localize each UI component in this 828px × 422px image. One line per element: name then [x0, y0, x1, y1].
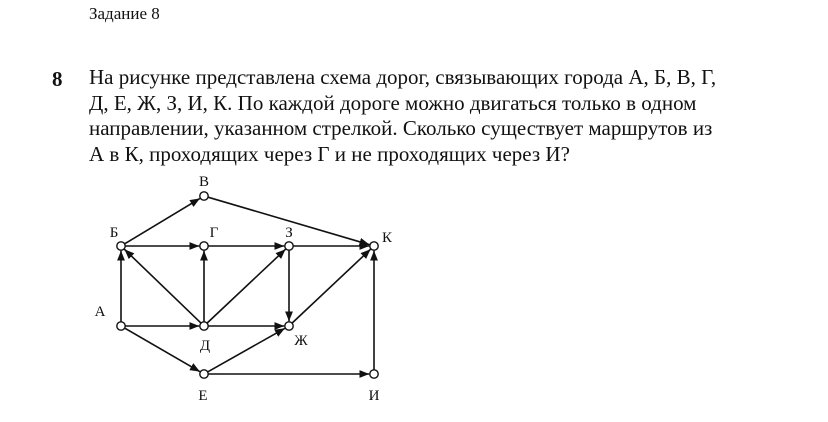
road-edge-A-E	[125, 328, 200, 372]
road-edge-Zh-K	[292, 249, 371, 323]
city-node-D	[200, 322, 208, 330]
city-label-D: Д	[199, 338, 211, 354]
question-number: 8	[52, 67, 63, 91]
road-edge-B-V	[125, 198, 200, 243]
city-label-B: Б	[109, 225, 119, 241]
city-node-B	[117, 242, 125, 250]
city-label-Z: З	[285, 225, 293, 241]
city-label-G: Г	[209, 225, 219, 241]
road-edge-D-B	[124, 249, 201, 323]
city-node-I	[370, 370, 378, 378]
question-line: А в К, проходящих через Г и не проходящих через И?	[89, 141, 570, 166]
city-label-A: А	[94, 304, 106, 320]
city-label-V: В	[198, 174, 210, 190]
question-line: На рисунке представлена схема дорог, связывающих города А, Б, В, Г,	[89, 65, 717, 89]
task-header: Задание 8	[89, 4, 160, 23]
city-label-I: И	[368, 388, 380, 404]
road-edge-E-Zh	[208, 328, 285, 372]
city-node-K	[370, 242, 378, 250]
city-node-A	[117, 322, 125, 330]
question-line: направлении, указанном стрелкой. Сколько существует маршрутов из	[89, 116, 713, 140]
city-label-E: Е	[198, 388, 208, 404]
city-label-Zh: Ж	[294, 333, 308, 349]
city-node-Zh	[285, 322, 293, 330]
city-node-E	[200, 370, 208, 378]
city-node-G	[200, 242, 208, 250]
city-node-Z	[285, 242, 293, 250]
city-node-V	[200, 192, 208, 200]
question-line: Д, Е, Ж, З, И, К. По каждой дороге можно двигаться только в одном	[89, 90, 697, 115]
city-label-K: К	[381, 230, 393, 246]
road-edge-D-Z	[207, 249, 286, 323]
